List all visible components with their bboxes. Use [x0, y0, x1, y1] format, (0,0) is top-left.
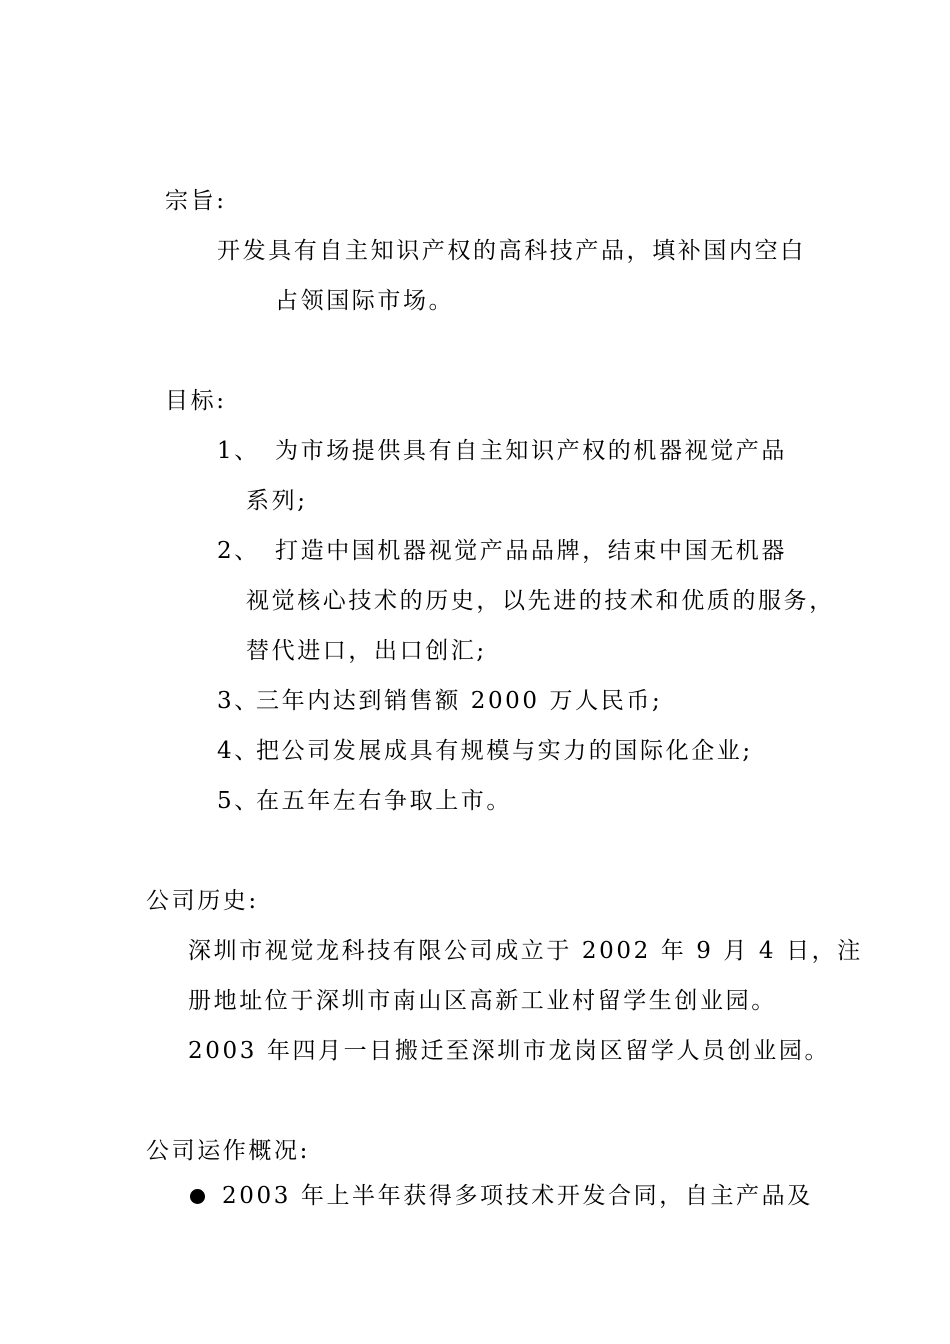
history-line-3: 2003 年四月一日搬迁至深圳市龙岗区留学人员创业园。	[188, 1038, 831, 1064]
goal-2-continuation-1: 视觉核心技术的历史，以先进的技术和优质的服务，	[246, 588, 835, 614]
operations-bullet-1: 2003 年上半年获得多项技术开发合同，自主产品及	[222, 1183, 813, 1209]
history-line-2: 册地址位于深圳市南山区高新工业村留学生创业园。	[188, 988, 777, 1014]
goal-1-number: 1、	[217, 438, 260, 464]
goal-5-text: 在五年左右争取上市。	[256, 788, 512, 814]
mission-line-2: 占领国际市场。	[275, 288, 455, 314]
goal-1-continuation: 系列;	[246, 488, 308, 514]
goal-3-text: 三年内达到销售额 2000 万人民币;	[256, 688, 663, 714]
mission-heading: 宗旨:	[165, 188, 227, 214]
goals-heading: 目标:	[165, 388, 227, 414]
goal-2-number: 2、	[217, 538, 260, 564]
history-line-1: 深圳市视觉龙科技有限公司成立于 2002 年 9 月 4 日，注	[188, 938, 863, 964]
mission-line-1: 开发具有自主知识产权的高科技产品，填补国内空白	[217, 238, 806, 264]
goal-2-continuation-2: 替代进口，出口创汇;	[246, 638, 487, 664]
operations-heading: 公司运作概况:	[146, 1138, 310, 1164]
goal-5-number: 5、	[217, 788, 260, 814]
goal-4-text: 把公司发展成具有规模与实力的国际化企业;	[256, 738, 753, 764]
goal-2-text: 打造中国机器视觉产品品牌，结束中国无机器	[275, 538, 787, 564]
bullet-icon	[190, 1189, 205, 1204]
history-heading: 公司历史:	[146, 888, 259, 914]
goal-4-number: 4、	[217, 738, 260, 764]
goal-1-text: 为市场提供具有自主知识产权的机器视觉产品	[275, 438, 787, 464]
goal-3-number: 3、	[217, 688, 260, 714]
